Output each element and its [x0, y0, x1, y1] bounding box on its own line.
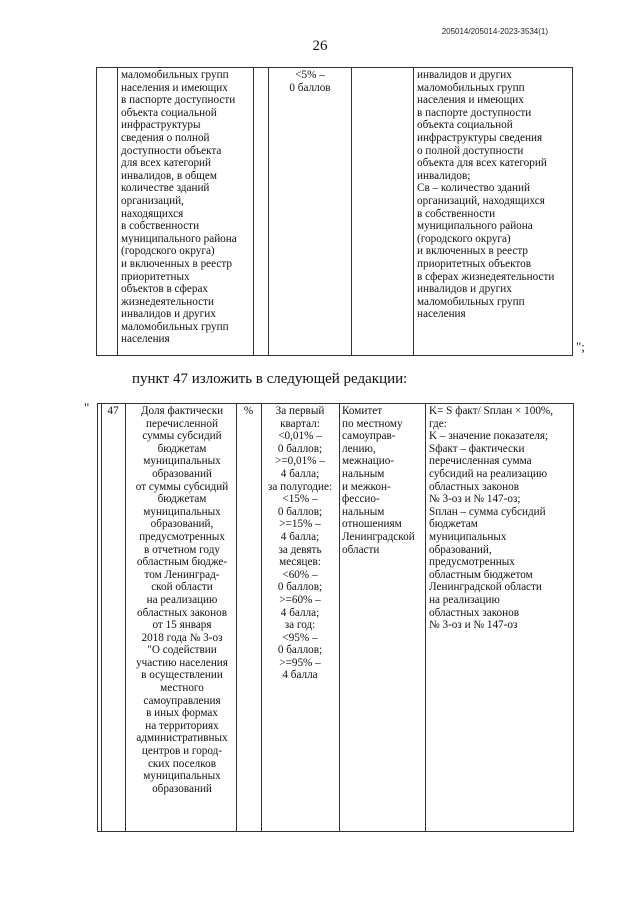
table2-border [97, 403, 98, 832]
table2-border [573, 403, 574, 832]
table2-border [125, 403, 126, 832]
responsible-cell: Комитет по местному самоуправ- лению, межнацио- нальным и межкон- фессио- нальным отношениям Ленинградской области [342, 405, 415, 556]
row-number-cell: 47 [107, 405, 119, 417]
page-number: 26 [312, 38, 328, 54]
document-id: 205014/205014-2023-3534(1) [441, 27, 548, 36]
table1-top-border [96, 67, 572, 68]
table1-formula-cell: инвалидов и других маломобильных групп населения и имеющих в паспорте доступности объекта социальной инфраструктуры сведения о полной доступности объекта для всех категорий инвалидов; Св – количество зданий организаций, находящихся в собственности муниципального района (городского округа) и включенных в реестр приоритетных объектов в сферах жизнедеятельности инвалидов и других маломобильных групп населения [417, 69, 555, 321]
table1-border [96, 67, 97, 356]
table1-indicator-cell: маломобильных групп населения и имеющих в паспорте доступности объекта социальной инфраструктуры сведения о полной доступности объекта для всех категорий инвалидов, в общем количестве зданий организаций, находящихся в собственности муниципального района (городского округа) и включенных в реестр приоритетных объектов в сферах жизнедеятельности инвалидов и других маломобильных групп населения [121, 69, 237, 346]
table1-border [117, 67, 118, 356]
table2-border [425, 403, 426, 832]
table1-border [572, 67, 573, 356]
amendment-heading: пункт 47 изложить в следующей редакции: [132, 371, 408, 387]
unit-cell: % [243, 405, 254, 417]
table1-border [413, 67, 414, 356]
table1-border [268, 67, 269, 356]
table1-bottom-border [96, 355, 572, 356]
values-cell: За первый квартал: <0,01% – 0 баллов; >=0,01% – 4 балла; за полугодие: <15% – 0 баллов; >=15% – 4 балла; за девять месяцев: <60% – 0 баллов; >=60% – 4 балла; за год: <95% – 0 баллов; >=95% – 4 балла [267, 405, 333, 682]
table2-top-border [97, 403, 573, 404]
indicator-cell: Доля фактически перечисленной суммы субсидий бюджетам муниципальных образований от суммы субсидий бюджетам муниципальных образований, предусмотренных в отчетном году областным бюдже- том Ленинград- ской области на реализацию областных законов от 15 января 2018 года № 3-оз "О содействии участию населения в осуществлении местного самоуправления в иных формах на территориях административных центров и город- ских поселков муниципальных образований [135, 405, 229, 795]
table1-border [351, 67, 352, 356]
table2-border [236, 403, 237, 832]
table2-border [101, 403, 102, 832]
table1-values-cell: <5% – 0 баллов [289, 69, 331, 94]
table2-bottom-border [97, 831, 573, 832]
formula-cell: K= S факт/ Sплан × 100%, где: K – значение показателя; Sфакт – фактически перечисленная сумма субсидий на реализацию областных законов № 3-оз и № 147-оз; Sплан – сумма субсидий бюджетам муниципальных образований, предусмотренных областным бюджетом Ленинградской области на реализацию областных законов № 3-оз и № 147-оз [429, 405, 554, 632]
table1-border [253, 67, 254, 356]
opening-quote-mark: " [84, 400, 90, 415]
table2-border [339, 403, 340, 832]
closing-quote-mark: "; [576, 339, 585, 354]
